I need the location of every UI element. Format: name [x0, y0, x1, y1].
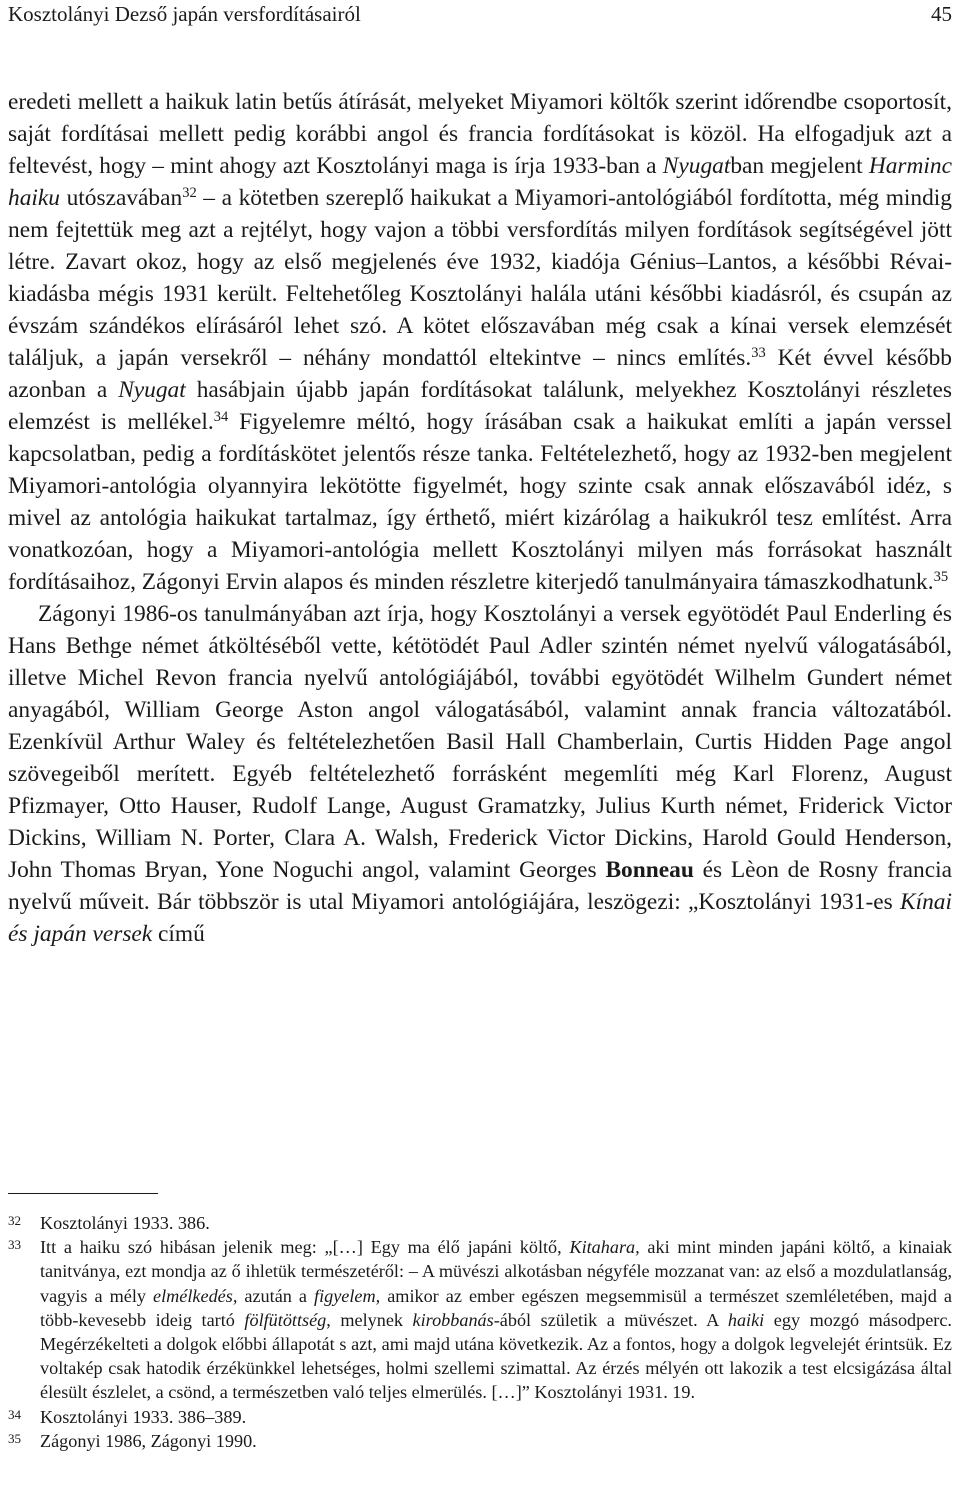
- footnote-number: 34: [8, 1406, 22, 1422]
- footnote-text: [40, 1235, 952, 1404]
- footnotes: [8, 1211, 952, 1453]
- italic-term: haiki: [727, 1309, 765, 1330]
- footnote-number: 35: [8, 1430, 22, 1446]
- running-header: [8, 2, 952, 32]
- footnote-33: [8, 1235, 952, 1404]
- text-run: azután a: [237, 1285, 315, 1306]
- text-run: utószavában: [59, 185, 183, 211]
- italic-term: kirobbanás: [412, 1309, 494, 1330]
- footnote-35: [8, 1429, 952, 1453]
- text-run: eredeti mellett a haikuk latin betűs átírását, melyeket Miyamori költők szerint időrendbe csoportosít, saját fordításai mellett pedig korábbi angol és francia fordításokat is közöl. Ha elfogadjuk azt a feltevést, hogy – mint ahogy azt Kosztolányi maga is írja 1933-ban a: [8, 89, 952, 179]
- text-run: ban megjelent: [730, 153, 869, 179]
- footnote-number: 32: [8, 1213, 22, 1229]
- text-run: – a kötetben szereplő haikukat a Miyamori-antológiából fordította, még mindig nem fejtettük meg azt a rejtélyt, hogy vajon a többi versfordítás milyen fordítások segítségével jött létre. Zavart okoz, hogy az első megjelenés éve 1932, kiadója Génius–Lantos, a későbbi Révai-kiadásba mégis 1931 került. Feltehetőleg Kosztolányi halála utáni későbbi kiadásról, és csupán az évszám szándékos elírásáról lehet szó. A kötet előszavában még csak a kínai versek elemzését találjuk, a japán versekről – néhány mondattól eltekintve – nincs említés.: [8, 185, 952, 371]
- footnote-32: [8, 1211, 952, 1235]
- text-run: Itt a haiku szó hibásan jelenik meg: „[…] Egy ma élő japáni költő,: [40, 1237, 570, 1258]
- footnote-ref: 34: [213, 409, 229, 426]
- text-run: Zágonyi 1986-os tanulmányában azt írja, hogy Kosztolányi a versek egyötödét Paul Enderling és Hans Bethge német átköltéséből vette, kétötödét Paul Adler szintén német nyelvű válogatásából, illetve Michel Revon francia nyelvű antológiájából, további egyötödét Wilhelm Gundert német anyagából, William George Aston angol válogatásából, valamint annak francia változatából. Ezenkívül Arthur Waley és feltételezhetően Basil Hall Chamberlain, Curtis Hidden Page angol szövegeiből merített. Egyéb feltételezhető forrásként megemlíti még Karl Florenz, August Pfizmayer, Otto Hauser, Rudolf Lange, August Gramatzky, Julius Kurth német, Friderick Victor Dickins, William N. Porter, Clara A. Walsh, Frederick Victor Dickins, Harold Gould Henderson, John Thomas Bryan, Yone Noguchi angol, valamint Georges: [8, 601, 952, 883]
- text-run: , melynek: [326, 1309, 413, 1330]
- italic-term: elmélkedés,: [153, 1285, 238, 1306]
- paragraph: [8, 598, 952, 950]
- page-number: 45: [931, 2, 952, 26]
- text-run: Figyelemre méltó, hogy írásában csak a haikukat említi a japán verssel kapcsolatban, pedig a fordításkötet jelentős része tanka. Feltételezhető, hogy az 1932-ben megjelent Miyamori-antológia olyannyira lekötötte figyelmét, hogy szinte csak annak előszavából idéz, s mivel az antológia haikukat tartalmaz, így érthető, miért kizárólag a haikukról tesz említést. Arra vonatkozóan, hogy a Miyamori-antológia mellett Kosztolányi milyen más forrásokat használt fordításaihoz, Zágonyi Ervin alapos és minden részletre kiterjedő tanulmányaira támaszkodhatunk.: [8, 409, 953, 595]
- bold-name: Bonneau: [605, 857, 694, 883]
- footnote-34: [8, 1405, 952, 1429]
- footnote-number: 33: [8, 1237, 22, 1253]
- text-run: amikor az ember egészen megsemmisül a természet szemléletében, majd a több-kevesebb ideig tartó: [40, 1285, 953, 1330]
- footnote-text: Kosztolányi 1933. 386.: [40, 1213, 210, 1233]
- footnote-text: Kosztolányi 1933. 386–389.: [40, 1406, 247, 1427]
- text-run: hasábjain újabb japán fordításokat találunk, melyekhez Kosztolányi részletes elemzést is mellékel.: [8, 377, 952, 435]
- footnote-ref: 32: [182, 185, 197, 202]
- italic-term: Kitahara,: [569, 1237, 640, 1258]
- main-text: [8, 86, 952, 950]
- italic-term: figyelem,: [314, 1285, 381, 1306]
- running-title: Kosztolányi Dezső japán versfordításairól: [8, 2, 361, 26]
- italic-title: Harminc haiku: [8, 153, 952, 211]
- footnote-divider: [8, 1193, 158, 1194]
- italic-term: fölfütöttség: [244, 1309, 327, 1330]
- italic-title: Nyugat: [118, 377, 186, 403]
- text-run: egy mozgó másodperc. Megérzékelteti a dolgok előbbi állapotát s azt, ami majd utána következik. Az a fontos, hogy a dolgok legvelejét érintsük. Ez voltakép csak hatodik érzékünkkel lehetséges, holmi szellemi szimattal. Az érzés mélyén ott lakozik a test elcsigázása által élesült észlelet, a csönd, a természetben való teljes elmerülés. […]” Kosztolányi 1931. 19.: [40, 1309, 952, 1403]
- text-run: és Lèon de Rosny francia nyelvű műveit. Bár többször is utal Miyamori antológiájára, leszögezi: „Kosztolányi 1931-es: [8, 857, 952, 915]
- text-run: című: [152, 921, 205, 947]
- text-run: Két évvel később azonban a: [8, 345, 952, 403]
- footnote-ref: 35: [933, 569, 949, 586]
- italic-title: Kínai és japán versek: [8, 889, 952, 947]
- paragraph: [8, 86, 952, 598]
- text-run: -ából születik a müvészet. A: [493, 1309, 728, 1330]
- footnote-text: Zágonyi 1986, Zágonyi 1990.: [40, 1430, 257, 1451]
- footnote-ref: 33: [751, 345, 766, 362]
- italic-title: Nyugat: [662, 153, 731, 179]
- text-run: aki mint minden japáni költő, a kinaiak tanitványa, ezt mondja az ő ihletük természetéről: – A müvészi alkotásban négyféle mozzanat van: az első a mozdulatlanság, vagyis a mély: [40, 1237, 952, 1306]
